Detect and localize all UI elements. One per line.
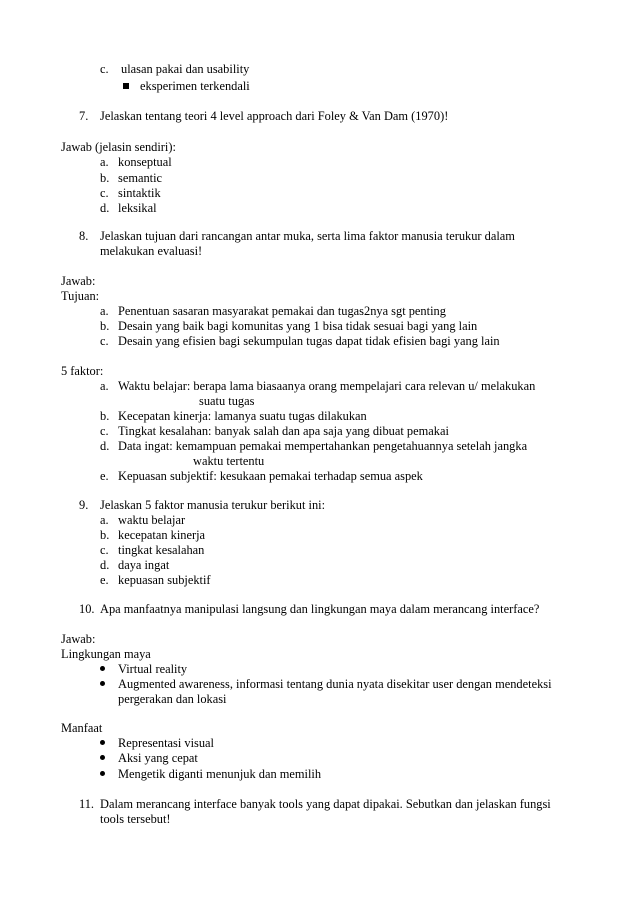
list-item-text: kecepatan kinerja — [118, 528, 206, 542]
question-text: Apa manfaatnya manipulasi langsung dan lingkungan maya dalam merancang interface? — [100, 602, 540, 616]
list-item-text: Kepuasan subjektif: kesukaan pemakai terhadap semua aspek — [118, 469, 423, 483]
list-item-text: Tingkat kesalahan: banyak salah dan apa saja yang dibuat pemakai — [118, 424, 449, 438]
list-item-text: ulasan pakai dan usability — [121, 62, 250, 76]
square-bullet-icon — [123, 78, 129, 94]
list-marker: d. — [100, 558, 110, 572]
list-item-text: sintaktik — [118, 186, 161, 200]
answer-label: Jawab: — [61, 632, 96, 646]
list-marker: d. — [100, 201, 110, 215]
question-text: Dalam merancang interface banyak tools yang dapat dipakai. Sebutkan dan jelaskan fungsi — [100, 797, 551, 811]
section-label: Tujuan: — [61, 289, 100, 303]
list-marker: e. — [100, 573, 109, 587]
section-label: Lingkungan maya — [61, 647, 151, 661]
list-item-continuation: suatu tugas — [199, 394, 255, 408]
question-text: tools tersebut! — [100, 812, 171, 826]
list-marker: c. — [100, 62, 109, 76]
question-number: 9. — [79, 498, 89, 512]
question-text: melakukan evaluasi! — [100, 244, 203, 258]
bullet-icon — [100, 750, 105, 766]
question-number: 10. — [79, 602, 95, 616]
list-marker: b. — [100, 409, 110, 423]
list-marker: a. — [100, 379, 109, 393]
bullet-item-text: Augmented awareness, informasi tentang dunia nyata disekitar user dengan mendeteksi — [118, 677, 552, 691]
list-item-text: Penentuan sasaran masyarakat pemakai dan tugas2nya sgt penting — [118, 304, 446, 318]
list-marker: c. — [100, 543, 109, 557]
list-item-text: semantic — [118, 171, 163, 185]
list-item-continuation: waktu tertentu — [193, 454, 265, 468]
list-item-text: daya ingat — [118, 558, 170, 572]
bullet-item-text: Virtual reality — [118, 662, 188, 676]
list-item-text: waktu belajar — [118, 513, 186, 527]
list-marker: a. — [100, 513, 109, 527]
bullet-icon — [100, 676, 105, 692]
list-item-text: leksikal — [118, 201, 157, 215]
question-number: 8. — [79, 229, 89, 243]
list-item-text: Desain yang efisien bagi sekumpulan tugas dapat tidak efisien bagi yang lain — [118, 334, 500, 348]
section-label: Manfaat — [61, 721, 103, 735]
list-marker: d. — [100, 439, 110, 453]
question-text: Jelaskan tentang teori 4 level approach dari Foley & Van Dam (1970)! — [100, 109, 449, 123]
list-item-text: Waktu belajar: berapa lama biasaanya orang mempelajari cara relevan u/ melakukan — [118, 379, 536, 393]
list-item-text: kepuasan subjektif — [118, 573, 211, 587]
bullet-item-text: Aksi yang cepat — [118, 751, 198, 765]
bullet-item-continuation: pergerakan dan lokasi — [118, 692, 227, 706]
list-item-text: konseptual — [118, 155, 172, 169]
list-item-text: Kecepatan kinerja: lamanya suatu tugas dilakukan — [118, 409, 367, 423]
list-marker: a. — [100, 304, 109, 318]
question-number: 7. — [79, 109, 89, 123]
answer-label: Jawab: — [61, 274, 96, 288]
list-marker: b. — [100, 528, 110, 542]
bullet-icon — [100, 735, 105, 751]
list-marker: b. — [100, 319, 110, 333]
section-label: 5 faktor: — [61, 364, 104, 378]
bullet-icon — [100, 661, 105, 677]
question-text: Jelaskan 5 faktor manusia terukur berikut ini: — [100, 498, 326, 512]
list-marker: a. — [100, 155, 109, 169]
list-item-text: tingkat kesalahan — [118, 543, 205, 557]
list-marker: c. — [100, 424, 109, 438]
list-item-text: Data ingat: kemampuan pemakai mempertahankan pengetahuannya setelah jangka — [118, 439, 528, 453]
list-marker: e. — [100, 469, 109, 483]
sub-bullet-text: eksperimen terkendali — [140, 79, 250, 93]
bullet-icon — [100, 766, 105, 782]
question-number: 11. — [79, 797, 95, 811]
bullet-item-text: Representasi visual — [118, 736, 215, 750]
list-marker: c. — [100, 186, 109, 200]
list-item-text: Desain yang baik bagi komunitas yang 1 bisa tidak sesuai bagi yang lain — [118, 319, 478, 333]
list-marker: c. — [100, 334, 109, 348]
list-marker: b. — [100, 171, 110, 185]
answer-label: Jawab (jelasin sendiri): — [61, 140, 176, 154]
bullet-item-text: Mengetik diganti menunjuk dan memilih — [118, 767, 322, 781]
question-text: Jelaskan tujuan dari rancangan antar muka, serta lima faktor manusia terukur dalam — [100, 229, 515, 243]
